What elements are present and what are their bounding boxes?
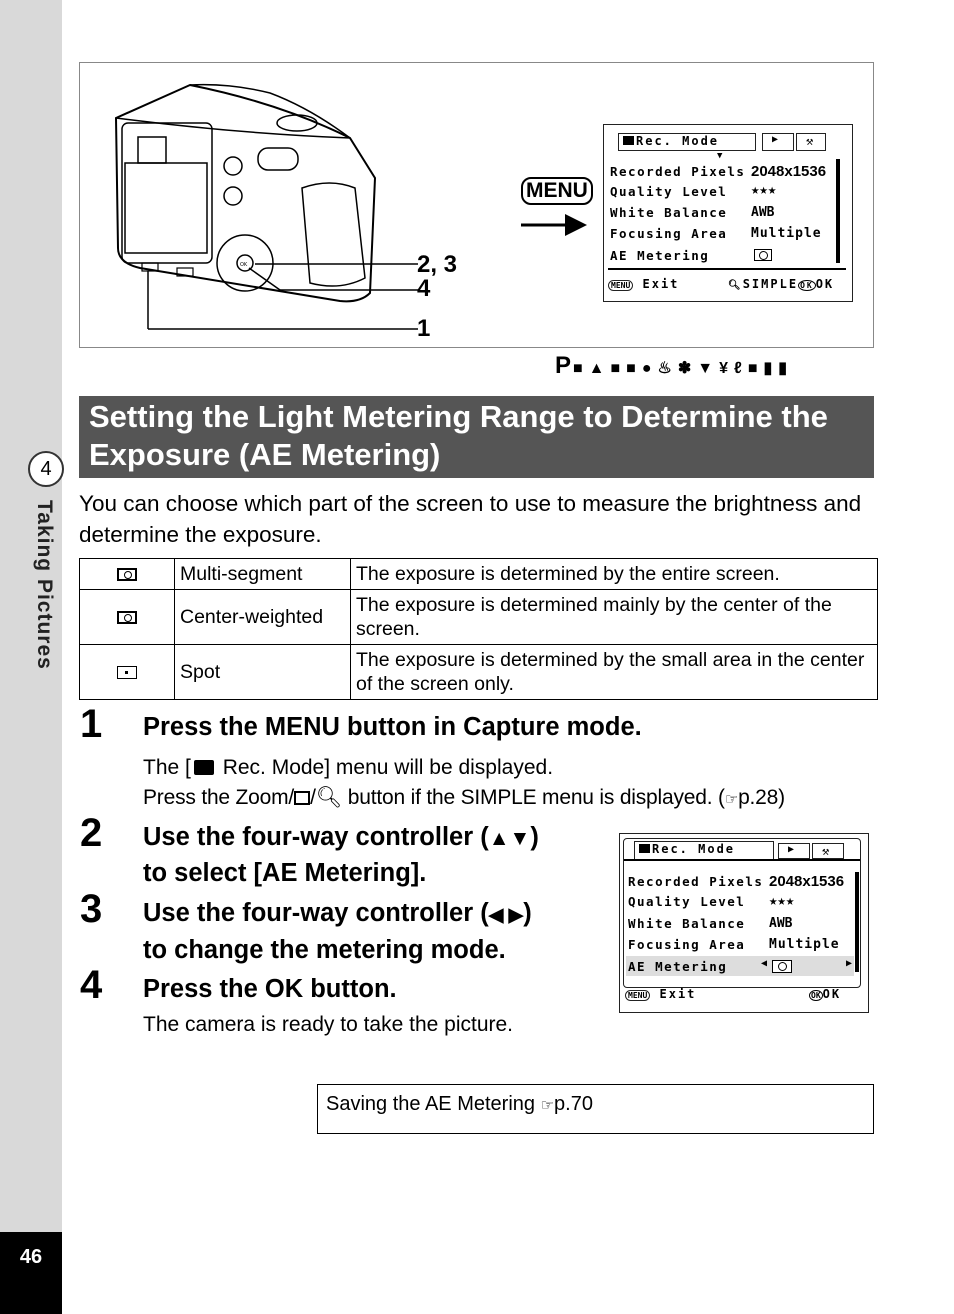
lcd2-row-label: Recorded Pixels — [628, 874, 764, 889]
scrollbar — [836, 159, 840, 263]
step-4-heading: Press the OK button. — [143, 975, 397, 1003]
lcd2-row-label: Focusing Area — [628, 937, 746, 952]
lcd-screen-rec-mode — [603, 124, 853, 302]
lcd1-row-label: AE Metering — [610, 248, 710, 263]
figure-box — [79, 62, 874, 348]
lcd2-row-label-selected: AE Metering — [628, 959, 728, 974]
multi-segment-icon — [117, 568, 137, 581]
lcd1-footer-simple-ok: 🔍︎SIMPLE OK OK — [728, 277, 835, 291]
table-row — [80, 559, 878, 590]
table-row — [80, 645, 878, 700]
callout-2-3: 2, 3 — [417, 251, 458, 278]
left-arrow-icon: ◀ — [761, 958, 768, 969]
lcd2-footer-exit: MENU Exit — [625, 987, 696, 1001]
camera-icon — [194, 760, 214, 775]
camera-icon — [639, 844, 650, 853]
setup-tab: ⚒ — [796, 133, 826, 151]
metering-modes-table — [79, 558, 878, 700]
mode-name: Spot — [175, 645, 351, 700]
step-1-body-2: Press the Zoom/ /🔍︎ button if the SIMPLE menu is displayed. (☞p.28) — [143, 786, 785, 809]
intro-text: You can choose which part of the screen to use to measure the brightness and determine the exposure. — [79, 491, 862, 547]
mode-name: Center-weighted — [175, 590, 351, 645]
mode-desc: The exposure is determined by the entire screen. — [351, 559, 878, 590]
step-3-heading: Use the four-way controller (◀ ▶) to change the metering mode. — [143, 899, 532, 964]
lcd1-row-value: ★★★ — [751, 182, 777, 198]
rec-mode-tab: Rec. Mode — [634, 841, 774, 859]
svg-text:OK: OK — [240, 262, 248, 268]
lcd1-row-label: Quality Level — [610, 184, 728, 199]
icon-cell — [80, 559, 175, 590]
lcd1-row-label: Recorded Pixels — [610, 164, 746, 179]
lcd2-row-value: AWB — [769, 916, 793, 931]
step-1-number: 1 — [80, 702, 103, 746]
thumbnail-icon — [294, 791, 310, 805]
arrow-right-icon — [521, 211, 587, 239]
zoom-search-icon: 🔍︎ — [728, 280, 743, 291]
capture-mode-icons — [555, 352, 793, 380]
lcd1-row-value: AWB — [751, 205, 775, 220]
lcd2-footer-ok: OK OK — [811, 987, 842, 1001]
reference-note: Saving the AE Metering ☞p.70 — [317, 1084, 874, 1134]
rec-mode-tab: Rec. Mode — [618, 133, 756, 151]
chapter-title: Taking Pictures — [33, 500, 56, 670]
section-title: Setting the Light Metering Range to Determine the Exposure (AE Metering) — [79, 396, 874, 478]
lcd1-row-value: 2048x1536 — [751, 163, 827, 180]
step-2-heading: Use the four-way controller (▲▼) to select [AE Metering]. — [143, 823, 539, 887]
mode-name: Multi-segment — [175, 559, 351, 590]
lcd2-row-value: Multiple — [769, 937, 840, 952]
lcd2-row-label: White Balance — [628, 916, 746, 931]
icon-cell — [80, 645, 175, 700]
mode-desc: The exposure is determined by the small area in the center of the screen only. — [351, 645, 878, 700]
lcd2-row-value: 2048x1536 — [769, 873, 845, 890]
chapter-number: 4 — [28, 451, 64, 487]
icon-cell — [80, 590, 175, 645]
zoom-search-icon: 🔍︎ — [315, 786, 343, 809]
lcd1-row-value: Multiple — [751, 226, 822, 241]
multi-segment-icon — [772, 960, 792, 973]
table-row — [80, 590, 878, 645]
center-weighted-icon — [117, 611, 137, 624]
reference-icon: ☞ — [540, 1097, 555, 1114]
lcd-screen-ae-metering — [623, 838, 861, 988]
step-1-heading: Press the MENU button in Capture mode. — [143, 713, 642, 741]
camera-illustration — [80, 63, 480, 347]
step-4-number: 4 — [80, 963, 103, 1007]
callout-1: 1 — [417, 315, 431, 342]
setup-tab: ⚒ — [812, 843, 844, 859]
selector-down-icon: ▼ — [717, 151, 723, 161]
scrollbar — [855, 872, 859, 972]
mode-desc: The exposure is determined mainly by the center of the screen. — [351, 590, 878, 645]
reference-icon: ☞ — [724, 791, 739, 808]
step-1-body-1: The [ Rec. Mode] menu will be displayed. — [143, 756, 554, 779]
menu-key-icon: MENU — [521, 177, 593, 205]
scene-mode-icons: ■▲■■●♨✽▼¥ℓ■▮▮ — [573, 360, 794, 377]
lcd1-row-label: Focusing Area — [610, 226, 728, 241]
camera-icon — [623, 136, 634, 145]
multi-segment-icon — [754, 249, 772, 261]
step-4-body: The camera is ready to take the picture. — [143, 1013, 514, 1036]
step-3-number: 3 — [80, 887, 103, 931]
page-number: 46 — [0, 1232, 62, 1314]
lcd1-footer-exit: MENU Exit — [608, 277, 679, 291]
callout-4: 4 — [417, 275, 431, 302]
lcd2-row-value: ★★★ — [769, 893, 795, 909]
right-arrow-icon: ▶ — [846, 958, 853, 969]
step-2-number: 2 — [80, 811, 103, 855]
playback-tab: ▶ — [778, 843, 810, 859]
spot-icon — [117, 666, 137, 679]
lcd2-row-label: Quality Level — [628, 894, 746, 909]
left-right-arrows-icon: ◀ ▶ — [488, 905, 524, 926]
program-mode-icon: P — [555, 352, 574, 379]
playback-tab: ▶ — [762, 133, 794, 151]
up-down-arrows-icon: ▲▼ — [488, 827, 531, 850]
lcd1-row-label: White Balance — [610, 205, 728, 220]
